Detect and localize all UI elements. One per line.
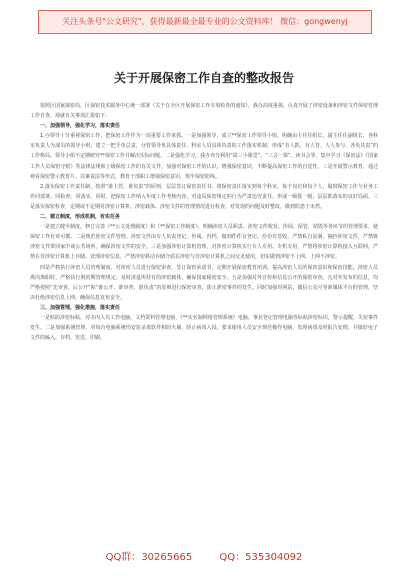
- section-heading: 一、加强领导，强化学习，落实责任: [40, 123, 121, 130]
- body-paragraph: 1.办领导十分重视保密工作，把保密工作作为一项重要工作来抓。一是加强领导，成立**保密工作领导小组，明确由主任任组长，副主任任副组长，各科室负责人为成员的领导小组，建立一把手负总责，分管领导负具体责任，科室人员具体负责的工作落实机制，形成“有人抓、有人管、人人参与、各负其责”的工作格局。领导小组不定期研究**保密工作并解决实际问题。二是强化学习。我办充分利用“周三小课堂”、“三会一课”、读书会等，集中学习《保密法》《国家工作人员保密守则》等法律法规和上级保密工作的有关文件，加强对保密工作的认识，增强保密意识，不断提高保密工作的自觉性。三是开展警示教育，通过观看保密警示教育片、以案说法等形式，教育干部职工增强保密意识，筑牢保密防线。: [30, 133, 378, 180]
- body-paragraph: 四是严格执行涉密人员管理制度。对涉密人员进行保密审查，签订保密承诺书，定期开展保密教育培训，提高涉密人员的保密意识和保密技能。涉密人员离岗离职时，严格执行脱密期管理规定，及时清退所持有的涉密载体，确保国家秘密安全。五是加强对外宣传和信息公开的保密审查。凡对外发布的信息，均严格按照“先审查、后公开”和“谁公开、谁审查、谁负责”的原则进行保密审查，防止泄密事件的发生。同时加强对网站、微信公众号等新媒体平台的管理，坚决杜绝涉密信息上网，确保信息发布安全。: [30, 264, 378, 301]
- body-paragraph: 按照区国家保密局、区保密技术服务中心统一部署《关于在全区开展保密工作专项检查的通知》，我办高度重视，认真开展了涉密设备和涉密文件保密管理工作自查，现就有关事项汇报如下：: [30, 103, 378, 120]
- footer-contact: [0, 548, 408, 563]
- document-title: 关于开展保密工作自查的整改报告: [113, 71, 294, 85]
- promo-banner: 关注头条号"公文研究"，获得最新最全最专业的公文资料库！ 微信：gongwenyj: [38, 10, 372, 34]
- body-paragraph: 一是建立健全制度。修订完善《**公文处理制度》和《**保密工作制度》，明确涉密人员职责、涉密文件收发、传阅、保管、销毁等各环节的管理要求，使保密工作有章可循。二是规范涉密文件管理。涉密文件由专人负责登记、传阅、归档，做到件件有登记、份份有签收，严禁私自复制、摘抄涉密文件，严禁将涉密文件带回家中或公共场所，确保涉密文件的安全。三是加强涉密计算机管理。对涉密计算机实行专人专用、专机专用，严禁将涉密计算机接入互联网，严禁在非涉密计算机上存储、处理涉密信息，严禁涉密移动存储介质在涉密与非涉密计算机之间交叉使用，切实做到涉密不上网、上网不涉密。: [30, 224, 378, 261]
- qq-group-text: QQ群：30265665: [105, 552, 193, 563]
- section-heading: 三、加强管理，强化措施，落实责任: [40, 304, 121, 311]
- body-paragraph: 一是贴防涉密标贴。对办内人员工作电脑、文档资料管理电脑、《**实名制网络管理系统》电脑、事业登记管理电脑等标贴涉密标识，警示提醒，失密事件发生。二是加强系统管理，对每台电脑系统均安装杀毒软件和防火墙，防止病毒入侵，要求使用人员安全规范操作电脑，发现病毒及时报告处理，并做好电子文件的编入、存档、发送、印刷。: [30, 314, 378, 342]
- section-heading: 二、建立制度，形成机制，有实任务: [40, 214, 121, 221]
- document-body: [30, 101, 378, 343]
- qq-text: QQ：535304092: [219, 552, 303, 563]
- body-paragraph: 2.落实保密工作责任制。按照“谁主管、谁负责”的原则，层层签订保密责任书，将保密责任落实到每个科室、每个岗位和每个人，做到保密工作与业务工作同部署、同检查、同落实。同时，把保密工作纳入年度工作考核内容，对违反保密规定的行为严肃追究责任，形成一级抓一级、层层抓落实的良好局面。三是落实保密检查，定期或不定期对涉密计算机、涉密载体、涉密文件的管理情况进行检查，对发现的问题及时整改，做到防患于未然。: [30, 183, 378, 210]
